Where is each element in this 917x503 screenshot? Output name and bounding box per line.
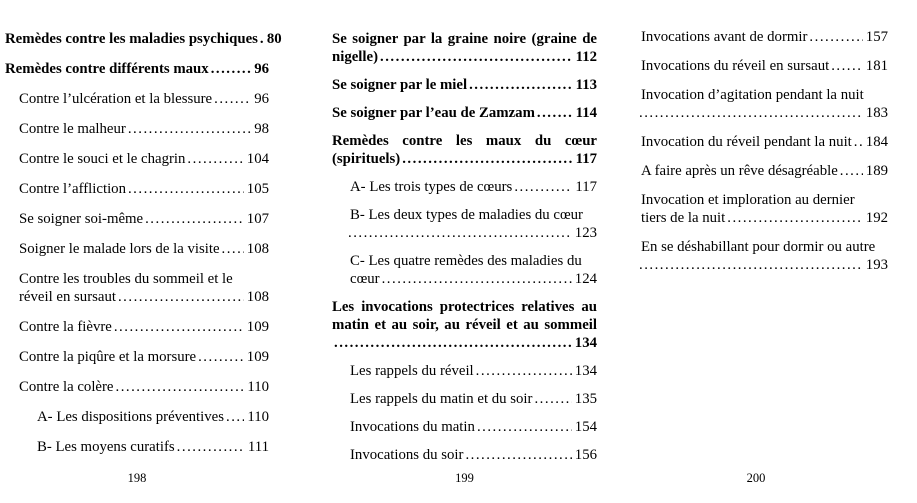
dot-leader [534,390,571,408]
page-ref: 117 [575,179,597,195]
entry-text: A- Les dispositions préventives [37,409,224,425]
page-ref: 114 [575,105,597,121]
toc-entry [5,270,269,306]
toc-entry [332,298,597,352]
entry-text: cœur [350,271,380,287]
page-ref: 183 [865,105,888,121]
page-ref: 96 [254,61,269,77]
page-ref: 134 [574,335,597,351]
entry-text: Contre la colère [19,379,114,395]
toc-line [641,86,888,104]
toc-entry [332,30,597,66]
toc-entry [5,90,269,108]
toc-line [19,348,269,366]
page-ref: 184 [865,134,888,150]
page-ref: 96 [254,91,269,107]
toc-line [332,104,597,122]
entry-text: Se soigner par l’eau de Zamzam [332,105,535,121]
dot-leader [469,76,573,94]
toc-entry [5,240,269,258]
toc-entry [5,120,269,138]
dot-leader [840,162,863,180]
toc-line [332,150,597,168]
toc-line [19,210,269,228]
page-ref: 181 [865,58,888,74]
entry-text: Invocations avant de dormir [641,29,808,45]
entry-text: Invocation d’agitation pendant la nuit [641,87,864,103]
toc-line [637,256,888,274]
entry-text: réveil en sursaut [19,289,116,305]
entry-text: Contre l’ulcération et la blessure [19,91,213,107]
page-number: 199 [455,471,474,485]
page-ref: 112 [575,49,597,65]
entry-text: (spirituels) [332,151,401,167]
page-ref: 124 [574,271,597,287]
entry-text: tiers de la nuit [641,210,726,226]
toc-line [19,240,269,258]
dot-leader [537,104,573,122]
toc-page-198 [5,30,282,468]
dot-leader [639,256,863,274]
toc-entry [332,76,597,94]
toc-entry [5,318,269,336]
toc-line [332,132,597,150]
toc-line [350,252,597,270]
entry-text: Se soigner par le miel [332,77,468,93]
entry-text: Invocation du réveil pendant la nuit [641,134,852,150]
dot-leader [214,90,251,108]
page-ref: 104 [246,151,269,167]
toc-line [641,209,888,227]
toc-line [350,446,597,464]
toc-entry [624,28,888,46]
toc-line [19,90,269,108]
entry-text: C- Les quatre remèdes des maladies du [350,253,582,269]
entry-text: En se déshabillant pour dormir ou autre [641,239,876,255]
toc-line [5,60,269,78]
toc-entry [5,150,269,168]
entry-text: Les rappels du matin et du soir [350,391,533,407]
toc-entry [332,418,597,436]
toc-line [19,288,269,306]
toc-entry [332,446,597,464]
toc-entry [332,178,597,196]
dot-leader [382,270,572,288]
toc-line [19,150,269,168]
dot-leader [476,362,572,380]
page-ref: 156 [574,447,597,463]
dot-leader [128,180,244,198]
dot-leader [831,57,863,75]
toc-line [350,178,597,196]
dot-leader [116,378,245,396]
entry-text: Contre l’affliction [19,181,126,197]
page-ref: 113 [575,77,597,93]
dot-leader [727,209,863,227]
toc-line [641,238,888,256]
page-ref: 157 [865,29,888,45]
toc-line [641,57,888,75]
entry-text: Contre le malheur [19,121,126,137]
dot-leader [226,408,244,426]
page-ref: 117 [575,151,597,167]
dot-leader [114,318,244,336]
toc-line [37,438,269,456]
dot-leader [222,240,244,258]
dot-leader [809,28,862,46]
toc-line [641,133,888,151]
page-ref: 154 [574,419,597,435]
toc-line [19,270,269,288]
toc-page-199 [332,30,597,474]
toc-entry [5,210,269,228]
toc-entry [5,378,269,396]
toc-entry [624,57,888,75]
dot-leader [128,120,251,138]
dot-leader [211,60,252,78]
toc-line [350,390,597,408]
page-ref: 107 [246,211,269,227]
entry-text: Remèdes contre différents maux [5,61,209,77]
page-number: 198 [127,471,147,485]
dot-leader [514,178,572,196]
entry-text: Remèdes contre les maux du cœur [332,133,597,149]
entry-text: Les rappels du réveil [350,363,474,379]
toc-line [19,318,269,336]
entry-text: Invocations du matin [350,419,475,435]
toc-line [332,30,597,48]
dot-leader [380,48,573,66]
toc-entry [624,162,888,180]
toc-line [350,206,597,224]
page-ref: 109 [246,319,269,335]
dot-leader [348,224,572,242]
toc-line [641,162,888,180]
dot-leader [198,348,244,366]
dot-leader [477,418,572,436]
dot-leader [177,438,245,456]
toc-entry [624,133,888,151]
toc-entry [332,252,597,288]
toc-line [637,104,888,122]
page-ref: 110 [247,409,269,425]
page-ref: 108 [246,241,269,257]
toc-entry [332,132,597,168]
toc-entry [624,238,888,274]
page-ref: 110 [247,379,269,395]
toc-line [19,378,269,396]
entry-text: Remèdes contre les maladies psychiques [5,31,258,47]
toc-line [5,30,282,48]
dot-leader [118,288,244,306]
dot-leader [639,104,863,122]
dot-leader [402,150,572,168]
page-ref: 192 [865,210,888,226]
page-number: 200 [746,471,766,485]
entry-text: Contre la fièvre [19,319,112,335]
toc-line [350,270,597,288]
toc-entry [5,438,269,456]
toc-line [641,28,888,46]
page-ref: 134 [574,363,597,379]
page-ref: 105 [246,181,269,197]
toc-entry [332,390,597,408]
toc-entry [332,104,597,122]
toc-entry [624,191,888,227]
toc-entry [332,362,597,380]
toc-line [332,316,597,334]
toc-line [350,418,597,436]
entry-text: Les invocations protectrices relatives au [332,299,597,315]
entry-text: A- Les trois types de cœurs [350,179,513,195]
entry-text: B- Les moyens curatifs [37,439,175,455]
toc-line [19,180,269,198]
toc-line [350,362,597,380]
page-ref: 80 [266,31,282,47]
dot-leader [187,150,243,168]
entry-text: Soigner le malade lors de la visite [19,241,220,257]
page-ref: 189 [865,163,888,179]
page-ref: 123 [574,225,597,241]
entry-text: Contre les troubles du sommeil et le [19,271,233,287]
entry-text: Invocations du réveil en sursaut [641,58,830,74]
page-ref: 108 [246,289,269,305]
toc-line [332,298,597,316]
page-ref: 111 [247,439,269,455]
entry-text: nigelle) [332,49,379,65]
toc-line [641,191,888,209]
dot-leader [854,133,863,151]
page-ref: 135 [574,391,597,407]
toc-line [19,120,269,138]
page-ref: 193 [865,257,888,273]
toc-entry [5,60,269,78]
dot-leader [260,30,264,48]
page-ref: 98 [254,121,269,137]
toc-line [332,334,597,352]
toc-entry [5,348,269,366]
toc-page-200 [624,28,888,285]
entry-text: Se soigner soi-même [19,211,144,227]
entry-text: Se soigner par la graine noire (graine de [332,31,597,47]
entry-text: Invocations du soir [350,447,464,463]
entry-text: A faire après un rêve désagréable [641,163,838,179]
toc-entry [624,86,888,122]
dot-leader [465,446,571,464]
entry-text: Contre la piqûre et la morsure [19,349,197,365]
toc-line [332,48,597,66]
dot-leader [145,210,244,228]
toc-entry [5,180,269,198]
page-ref: 109 [246,349,269,365]
toc-line [346,224,597,242]
toc-entry [5,408,269,426]
entry-text: Invocation et imploration au dernier [641,192,855,208]
toc-line [332,76,597,94]
dot-leader [334,334,572,352]
toc-entry [332,206,597,242]
toc-line [37,408,269,426]
toc-entry [5,30,282,48]
entry-text: B- Les deux types de maladies du cœur [350,207,583,223]
entry-text: Contre le souci et le chagrin [19,151,186,167]
entry-text: matin et au soir, au réveil et au sommeil [332,317,597,333]
